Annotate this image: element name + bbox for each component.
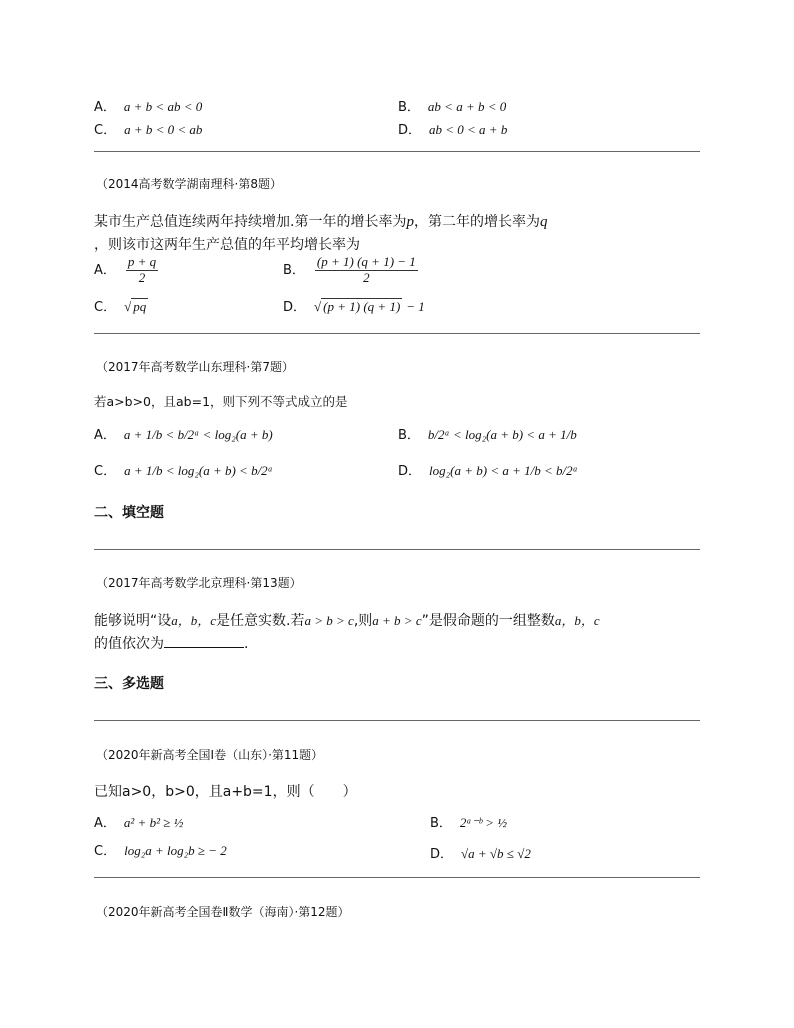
option-expr: a + 1/b < b/2ᵃ < log₂(a + b) [123, 427, 273, 442]
divider [94, 720, 700, 721]
frac-num: (p + 1) (q + 1) − 1 [316, 254, 416, 269]
frac-num: p + q [127, 254, 157, 269]
option-expr: b/2ᵃ < log₂(a + b) < a + 1/b [427, 427, 577, 442]
fraction [315, 255, 418, 286]
q2-option-b [398, 424, 577, 443]
q3-stem-line2 [94, 633, 248, 653]
q2-option-a [94, 424, 273, 443]
option-label: D． [283, 300, 307, 315]
q3-ineq: a + b > c [372, 613, 422, 628]
q3-stem-text: 的值依次为 [94, 636, 164, 652]
q2-source: （2017年高考数学山东理科·第7题） [96, 360, 294, 374]
q1-var-q: q [539, 214, 548, 230]
q3-stem-text: . [244, 636, 249, 652]
option-expr: log₂(a + b) < a + 1/b < b/2ᵃ [429, 463, 578, 478]
q1-var-p: p [406, 214, 414, 230]
option-expr-tail: − 1 [406, 299, 425, 314]
q1-option-b [283, 255, 420, 286]
q1-stem-line1 [94, 211, 547, 231]
q2-option-d [398, 460, 578, 479]
q3-vars: a，b，c [554, 613, 600, 628]
q2-option-c [94, 460, 273, 479]
radicand: (p + 1) (q + 1) [323, 299, 401, 314]
q3-vars: a，b，c [171, 613, 217, 628]
option-label: A． [94, 100, 116, 115]
option-expr: ab < a + b < 0 [427, 99, 507, 114]
q3-source: （2017年高考数学北京理科·第13题） [96, 576, 302, 590]
q3-stem-line1 [94, 610, 600, 630]
q2-stem: 若a>b>0，且ab=1，则下列不等式成立的是 [94, 394, 348, 409]
option-label: A． [94, 262, 116, 278]
q4-option-b [430, 812, 507, 831]
option-label: B． [398, 428, 420, 443]
option-label: A． [94, 428, 116, 443]
q1-stem-text: 某市生产总值连续两年持续增加.第一年的增长率为 [94, 214, 407, 230]
fraction [126, 255, 158, 286]
q1-option-c [94, 296, 148, 315]
q3-stem-text: ”是假命题的一组整数 [421, 613, 555, 629]
option-label: D． [398, 464, 422, 479]
option-label: D． [398, 123, 422, 138]
q3-stem-text: ,则 [353, 613, 373, 629]
sqrt-sign: √ [124, 299, 132, 314]
q3-stem-text: 是任意实数.若 [216, 613, 305, 629]
q4-option-d [430, 843, 531, 862]
q5-source: （2020年新高考全国卷Ⅱ数学（海南）·第12题） [96, 905, 350, 919]
q0-option-b [398, 96, 506, 115]
option-label: C． [94, 844, 117, 859]
q4-option-c [94, 840, 227, 859]
option-expr: a + b < ab < 0 [123, 99, 203, 114]
divider [94, 877, 700, 878]
option-expr: log₂a + log₂b ≥ − 2 [124, 843, 227, 858]
option-label: A． [94, 816, 116, 831]
q1-stem-line2: ，则该市这两年生产总值的年平均增长率为 [94, 237, 360, 253]
q4-option-a [94, 812, 183, 831]
option-expr: ab < 0 < a + b [429, 122, 508, 137]
option-expr: a + 1/b < log₂(a + b) < b/2ᵃ [124, 463, 273, 478]
answer-blank[interactable] [164, 647, 244, 648]
frac-den: 2 [363, 269, 370, 285]
q1-option-d [283, 296, 425, 315]
q0-option-c [94, 119, 202, 138]
option-label: C． [94, 464, 117, 479]
q0-option-a [94, 96, 202, 115]
frac-den: 2 [138, 269, 146, 285]
section-heading-fill-blank: 二、填空题 [94, 505, 164, 521]
option-expr: 2ᵃ⁻ᵇ > ½ [459, 815, 507, 830]
sqrt-sign: √ [314, 299, 322, 314]
divider [94, 151, 700, 152]
section-heading-multiple-choice: 三、多选题 [94, 676, 164, 692]
option-expr: a + b < 0 < ab [124, 122, 203, 137]
q4-stem: 已知a>0，b>0，且a+b=1，则（ ） [94, 784, 357, 800]
option-expr: a² + b² ≥ ½ [123, 815, 184, 830]
q1-option-a [94, 255, 160, 286]
q3-stem-text: 能够说明“设 [94, 613, 172, 629]
q1-stem-text: ，第二年的增长率为 [413, 214, 540, 230]
option-label: D． [430, 847, 454, 862]
option-label: C． [94, 123, 117, 138]
q1-source: （2014高考数学湖南理科·第8题） [96, 177, 282, 191]
radicand: pq [133, 299, 147, 314]
option-label: B． [430, 816, 452, 831]
option-label: B． [398, 100, 420, 115]
divider [94, 549, 700, 550]
q3-ineq: a > b > c [304, 613, 354, 628]
divider [94, 333, 700, 334]
option-label: C． [94, 300, 117, 315]
q0-option-d [398, 119, 507, 138]
q4-source: （2020年新高考全国Ⅰ卷（山东）·第11题） [96, 748, 324, 762]
option-expr: √a + √b ≤ √2 [461, 846, 531, 861]
option-label: B． [283, 262, 305, 278]
